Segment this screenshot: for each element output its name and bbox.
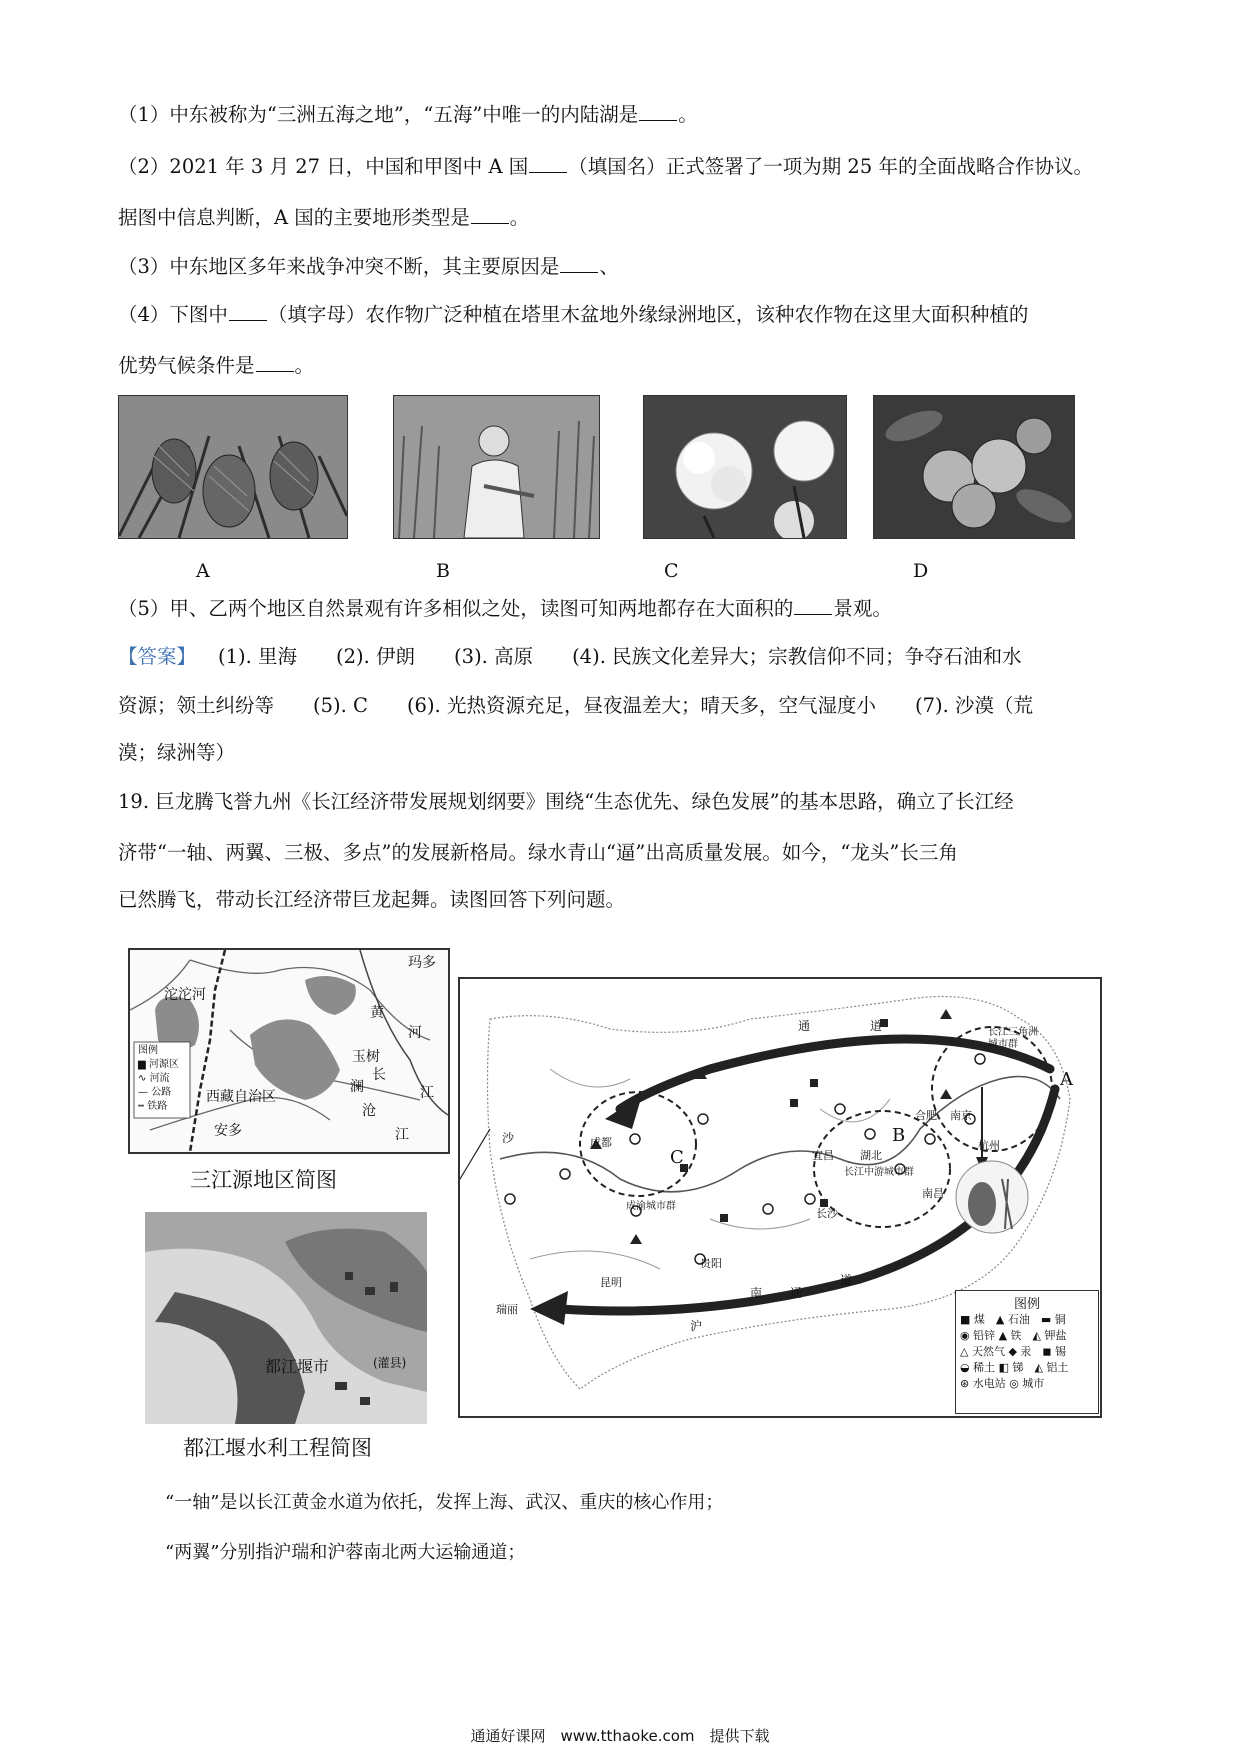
- question-4-line-1: （4）下图中 （填字母）农作物广泛种植在塔里木盆地外缘绿洲地区，该种农作物在这里大面积种植的: [118, 303, 1029, 326]
- label-dujiangyan-city: 都江堰市: [265, 1357, 330, 1376]
- label-yushu: 玉树: [352, 1049, 380, 1065]
- question-19-line-1: 19. 巨龙腾飞誉九州《长江经济带发展规划纲要》围绕“生态优先、绿色发展”的基本思路，确立了长江经: [118, 790, 1014, 813]
- label-point-c: C: [670, 1147, 684, 1168]
- orange-photo: [873, 395, 1075, 539]
- label-hu: 沪: [690, 1319, 703, 1333]
- yangtze-map-legend: 图例 ■ 煤 ▲ 石油 ▬ 铜 ◉ 铅锌 ▲ 铁 ◭ 钾盐 △ 天然气 ◆ 汞 ◼ 锡 ◒ 稀土 ◧ 锑 ◭ 铝土 ⊛ 水电站 ◎ 城市: [955, 1290, 1099, 1414]
- label-chengdu: 成都: [590, 1136, 612, 1149]
- answer-blank[interactable]: [794, 596, 832, 615]
- label-kunming: 昆明: [600, 1276, 622, 1289]
- label-nan: 南: [750, 1286, 763, 1300]
- label-he: 河: [408, 1025, 422, 1041]
- label-nanchang: 南昌: [922, 1187, 944, 1200]
- sanjiangyuan-caption: 三江源地区简图: [190, 1168, 337, 1192]
- label-yichang: 宜昌: [812, 1149, 834, 1162]
- label-sha: 沙: [502, 1131, 515, 1145]
- label-tibet: 西藏自治区: [206, 1089, 276, 1105]
- note-one-axis: “一轴”是以长江黄金水道为依托，发挥上海、武汉、重庆的核心作用；: [165, 1492, 724, 1513]
- label-point-b: B: [892, 1125, 906, 1146]
- label-lan: 澜: [350, 1079, 364, 1095]
- answer-line-3: 漠；绿洲等）: [118, 741, 236, 764]
- note-two-wings: “两翼”分别指沪瑞和沪蓉南北两大运输通道；: [165, 1542, 526, 1563]
- label-cang: 沧: [362, 1103, 376, 1119]
- answer-blank[interactable]: [560, 254, 598, 273]
- cotton-photo: [643, 395, 847, 539]
- answer-blank[interactable]: [256, 353, 294, 372]
- label-nanjing: 南京: [950, 1109, 972, 1122]
- question-2-line-2: 据图中信息判断，A 国的主要地形类型是 。: [118, 206, 530, 229]
- label-tuotuo-river: 沱沱河: [164, 987, 206, 1003]
- label-jiang-2: 江: [395, 1127, 409, 1143]
- question-3: （3）中东地区多年来战争冲突不断，其主要原因是 、: [118, 255, 619, 278]
- dujiangyan-map: [145, 1212, 427, 1424]
- question-19-line-3: 已然腾飞，带动长江经济带巨龙起舞。读图回答下列问题。: [118, 888, 626, 911]
- answer-blank[interactable]: [529, 154, 567, 173]
- question-4-line-2: 优势气候条件是 。: [118, 354, 315, 377]
- answer-line-1: 【答案】 (1). 里海 (2). 伊朗 (3). 高原 (4). 民族文化差异大；宗教信仰不同；争夺石油和水: [118, 645, 1022, 668]
- label-ruili: 瑞丽: [496, 1303, 518, 1316]
- label-yangtze-delta: 长江三角洲 城市群: [988, 1027, 1038, 1050]
- footer-source: 通通好课网 www.tthaoke.com 提供下载: [470, 1727, 770, 1745]
- label-huang: 黄: [370, 1005, 384, 1021]
- label-hangzhou: 杭州: [978, 1139, 1000, 1152]
- rice-field-photo: [393, 395, 600, 539]
- answer-blank[interactable]: [471, 205, 509, 224]
- label-tong-2: 通: [790, 1286, 803, 1300]
- answer-line-2: 资源；领土纠纷等 (5). C (6). 光热资源充足，昼夜温差大；晴天多，空气湿度小 (7). 沙漠（荒: [118, 694, 1033, 717]
- sanjiangyuan-legend: 图例 ▆ 河源区 ∿ 河流 — 公路 ┅ 铁路: [138, 1045, 179, 1112]
- label-tong: 通: [798, 1019, 811, 1033]
- label-hefei: 合肥: [915, 1109, 937, 1122]
- label-middle-yangtze: 长江中游城市群: [844, 1167, 914, 1178]
- label-chang: 长: [372, 1067, 386, 1083]
- question-19-line-2: 济带“一轴、两翼、三极、多点”的发展新格局。绿水青山“逼”出高质量发展。如今，“龙头”长三角: [118, 841, 958, 864]
- label-changsha: 长沙: [816, 1207, 838, 1220]
- label-guiyang: 贵阳: [700, 1257, 722, 1270]
- pineapple-photo: [118, 395, 348, 539]
- label-guanxian: (灌县): [373, 1356, 407, 1370]
- answer-tag: 【答案】: [118, 645, 197, 668]
- sanjiangyuan-map: [128, 948, 450, 1154]
- label-dao-2: 道: [840, 1273, 853, 1287]
- dujiangyan-caption: 都江堰水利工程简图: [183, 1436, 372, 1460]
- label-dao: 道: [870, 1019, 883, 1033]
- question-5: （5）甲、乙两个地区自然景观有许多相似之处，读图可知两地都存在大面积的 景观。: [118, 597, 892, 620]
- question-1: （1）中东被称为“三洲五海之地”，“五海”中唯一的内陆湖是 。: [118, 103, 698, 126]
- label-point-a: A: [1060, 1069, 1073, 1090]
- answer-blank[interactable]: [639, 102, 677, 121]
- answer-blank[interactable]: [229, 302, 267, 321]
- label-maduo: 玛多: [408, 955, 436, 971]
- label-wuhan: 湖北: [860, 1149, 882, 1162]
- label-jiang: 江: [420, 1085, 434, 1101]
- label-anduo: 安多: [214, 1123, 242, 1139]
- photo-label-c: C: [664, 560, 679, 582]
- photo-label-a: A: [196, 560, 210, 582]
- photo-label-b: B: [436, 560, 450, 582]
- label-chengyu: 成渝城市群: [626, 1201, 676, 1212]
- photo-label-d: D: [913, 560, 929, 582]
- question-2-line-1: （2）2021 年 3 月 27 日，中国和甲图中 A 国 （填国名）正式签署了一项为期 25 年的全面战略合作协议。: [118, 155, 1093, 178]
